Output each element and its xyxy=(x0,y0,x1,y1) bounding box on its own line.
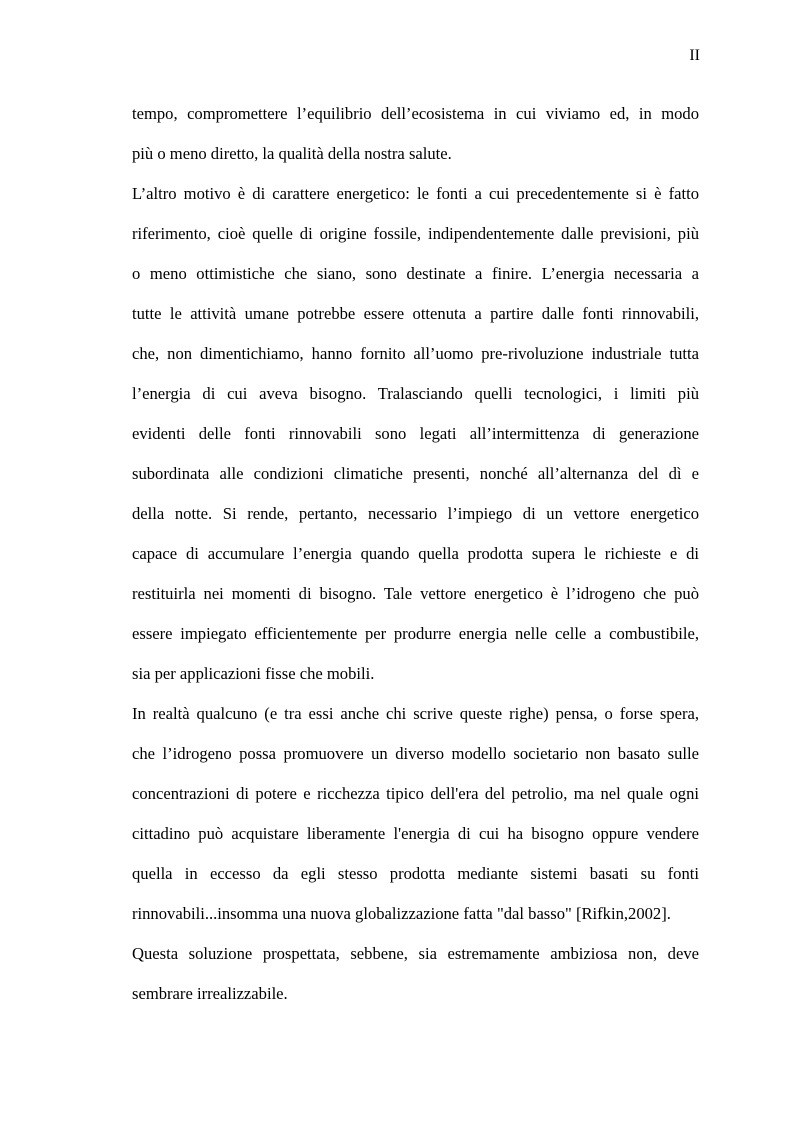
text-line: o meno ottimistiche che siano, sono destinate a finire. L’energia necessaria a xyxy=(132,264,699,283)
text-line: tutte le attività umane potrebbe essere ottenuta a partire dalle fonti rinnovabili, xyxy=(132,304,699,323)
text-line: subordinata alle condizioni climatiche presenti, nonché all’alternanza del dì e xyxy=(132,464,699,483)
text-line: essere impiegato efficientemente per produrre energia nelle celle a combustibile, xyxy=(132,624,699,643)
text-line: restituirla nei momenti di bisogno. Tale vettore energetico è l’idrogeno che può xyxy=(132,584,699,603)
text-line: concentrazioni di potere e ricchezza tipico dell'era del petrolio, ma nel quale ogni xyxy=(132,784,699,803)
text-line: sembrare irrealizzabile. xyxy=(132,984,288,1003)
paragraph xyxy=(132,694,699,934)
text-line: rinnovabili...insomma una nuova globalizzazione fatta "dal basso" [Rifkin,2002]. xyxy=(132,904,671,923)
text-line: l’energia di cui aveva bisogno. Tralasciando quelli tecnologici, i limiti più xyxy=(132,384,699,403)
text-line: che, non dimentichiamo, hanno fornito all’uomo pre-rivoluzione industriale tutta xyxy=(132,344,699,363)
text-line: L’altro motivo è di carattere energetico: le fonti a cui precedentemente si è fatto xyxy=(132,184,699,203)
text-line: che l’idrogeno possa promuovere un diverso modello societario non basato sulle xyxy=(132,744,699,763)
text-line: cittadino può acquistare liberamente l'energia di cui ha bisogno oppure vendere xyxy=(132,824,699,843)
text-line: della notte. Si rende, pertanto, necessario l’impiego di un vettore energetico xyxy=(132,504,699,523)
text-line: sia per applicazioni fisse che mobili. xyxy=(132,664,375,683)
text-line: evidenti delle fonti rinnovabili sono legati all’intermittenza di generazione xyxy=(132,424,699,443)
paragraph xyxy=(132,934,699,1014)
text-line: riferimento, cioè quelle di origine fossile, indipendentemente dalle previsioni, più xyxy=(132,224,699,243)
text-line: capace di accumulare l’energia quando quella prodotta supera le richieste e di xyxy=(132,544,699,563)
text-line: tempo, compromettere l’equilibrio dell’ecosistema in cui viviamo ed, in modo xyxy=(132,104,699,123)
page-number: II xyxy=(689,47,700,64)
body-text xyxy=(132,94,699,1014)
text-line: più o meno diretto, la qualità della nostra salute. xyxy=(132,144,452,163)
paragraph xyxy=(132,174,699,694)
text-line: quella in eccesso da egli stesso prodotta mediante sistemi basati su fonti xyxy=(132,864,699,883)
text-line: Questa soluzione prospettata, sebbene, sia estremamente ambiziosa non, deve xyxy=(132,944,699,963)
paragraph xyxy=(132,94,699,174)
text-line: In realtà qualcuno (e tra essi anche chi scrive queste righe) pensa, o forse spera, xyxy=(132,704,699,723)
